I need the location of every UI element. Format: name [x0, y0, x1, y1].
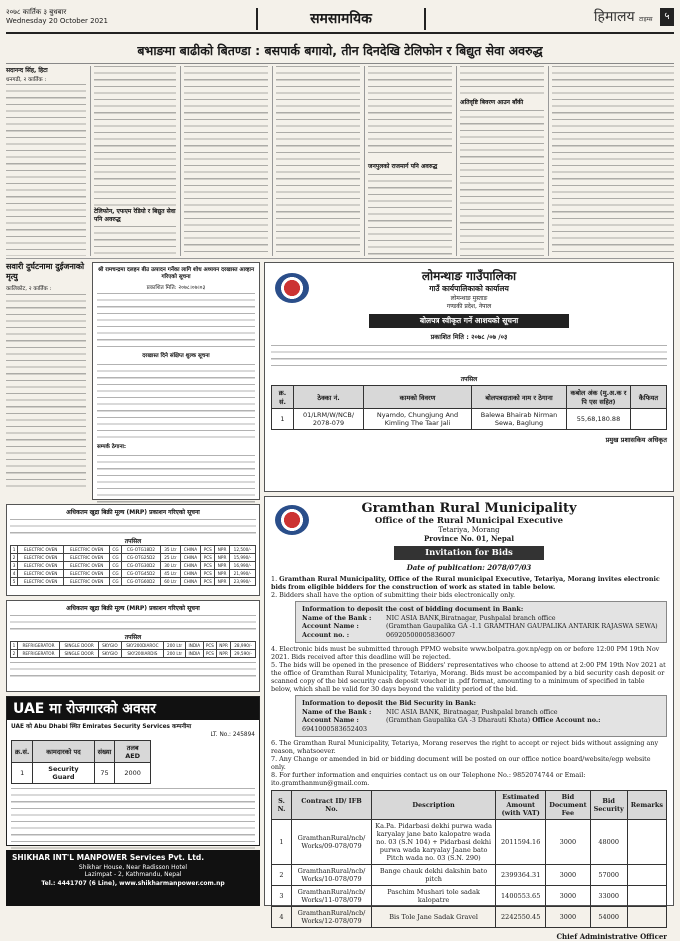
table-cell [627, 886, 666, 907]
lm-col-bidder: बोलपत्रदाताको नाम र ठेगाना [472, 386, 567, 409]
table-cell: NPR [217, 642, 231, 650]
mrp-title: अधिकतम खुद्रा बिक्री मूल्य (MRP) प्रकाशन गरिएको सूचना [66, 509, 200, 516]
table-cell: ELECTRIC OVEN [64, 562, 110, 570]
lomanthang-office: गाउँ कार्यपालिकाको कार्यालय [429, 284, 509, 293]
lm-col-contract: ठेक्का नं. [294, 386, 364, 409]
mrp-table [10, 545, 256, 586]
table-cell: 1 [272, 820, 292, 865]
table-cell: 35 Ltr [161, 546, 180, 554]
uae-col-post: कामदारको पद [33, 741, 94, 763]
uae-col-salary: तलब AED [115, 741, 151, 763]
table-cell: CHINA [180, 570, 201, 578]
gramthan-title: Gramthan Rural Municipality [361, 501, 577, 516]
section-title: समसामयिक [256, 8, 426, 30]
table-cell: CG-OTG45D2 [121, 570, 160, 578]
table-cell: 21,990/- [229, 570, 255, 578]
story-byline-box [6, 66, 86, 83]
para-8: 8. For further information and enquiries contact us on our Telephone No.: 9852074744 or Email: ito.gramthanmun@gmail.com. [271, 771, 586, 787]
table-cell: NPR [217, 650, 231, 658]
para-7: 7. Any Change or amended in bid or bidding document will be posted on our office notice board/website/egp website only. [271, 755, 651, 771]
main-headline: बभाङमा बाढीको बितण्डा : बसपार्क बगायो, तीन दिनदेखि टेलिफोन र बिद्युत सेवा अवरुद्ध [6, 38, 674, 64]
notice-center [92, 262, 260, 500]
story-column-7 [552, 66, 674, 256]
notice-body-2 [97, 364, 255, 440]
brand-suffix: टाइम्स [639, 16, 653, 23]
mrp-caption: तपसिल [124, 634, 142, 641]
table-row [272, 865, 667, 886]
shikhar-contact: Tel.: 4441707 (6 Line), www.shikharmanpower.com.np [41, 880, 225, 887]
table-cell: NPR [215, 562, 230, 570]
gt-col-amount: Estimated Amount (with VAT) [496, 791, 546, 820]
gramthan-province: Province No. 01, Nepal [424, 534, 514, 543]
gramthan-signature: Chief Administrative Officer [556, 932, 667, 941]
table-cell: PCS [201, 570, 215, 578]
accident-story [6, 262, 86, 500]
uae-col-sn: क्र.सं. [12, 741, 33, 763]
story-subhead-highway: जनपुलको राजमार्ग पनि अवरुद्ध [368, 163, 438, 170]
section-divider [6, 258, 674, 259]
gt-col-description: Description [372, 791, 496, 820]
uae-banner [7, 697, 259, 720]
table-cell: 2011594.16 [496, 820, 546, 865]
table-cell: SKYGIO [99, 650, 121, 658]
notice-body [97, 293, 255, 349]
table-cell: GramthanRural/ncb/ Works/11-078/079 [292, 886, 372, 907]
lm-cell-remarks [631, 409, 667, 430]
table-cell: 2242550.45 [496, 907, 546, 928]
table-row [11, 562, 256, 570]
column-divider [456, 66, 457, 256]
lm-col-remarks: कैफियत [631, 386, 667, 409]
column-divider [364, 66, 365, 256]
table-cell: GramthanRural/ncb/ Works/12-078/079 [292, 907, 372, 928]
table-cell: CG [110, 546, 122, 554]
uae-body [11, 788, 255, 850]
table-cell: ELECTRIC OVEN [64, 570, 110, 578]
table-cell: Ka.Pa. Pidarbasi dekhi purwa wada karyalay jane bato kalopatre wada no. 03 (S.N 104) + Pidarbasi dekhi purwa wada karyalay Jaane bato Pitch wada no. 03 (S.N. 290) [372, 820, 496, 865]
table-cell: PCS [203, 650, 216, 658]
gt-col-security: Bid Security [590, 791, 627, 820]
lm-col-sn: क्र. सं. [272, 386, 294, 409]
table-cell: CG-OTG25D2 [121, 554, 160, 562]
page-number: ५ [660, 8, 674, 26]
table-cell: 25 Ltr [161, 554, 180, 562]
gt-col-sn: S. N. [272, 791, 292, 820]
table-cell: 3 [11, 562, 18, 570]
gt-col-contract: Contract ID/ IFB No. [292, 791, 372, 820]
table-cell: 45 Ltr [161, 570, 180, 578]
table-cell: NPR [215, 546, 230, 554]
lm-col-amount: कबोल अंक (मु.अ.क र पि एस सहित) [567, 386, 631, 409]
table-cell: 33000 [590, 886, 627, 907]
gt-col-remarks: Remarks [627, 791, 666, 820]
table-cell: 4 [272, 907, 292, 928]
table-cell: CHINA [180, 554, 201, 562]
table-cell: 3000 [546, 886, 590, 907]
table-row [11, 578, 256, 586]
story-column-1 [6, 84, 86, 256]
invitation-band: Invitation for Bids [394, 546, 544, 560]
table-cell: INDIA [185, 642, 203, 650]
table-cell: GramthanRural/ncb/ Works/10-078/079 [292, 865, 372, 886]
uae-salary: 2000 [115, 763, 151, 784]
table-cell: Bis Tole Jane Sadak Gravel [372, 907, 496, 928]
table-row [11, 650, 256, 658]
notice-subheading: दरखास्त दिने संक्षिप्त शुल्क सूचना [142, 353, 210, 359]
table-cell: 48000 [590, 820, 627, 865]
table-cell: ELECTRIC OVEN [18, 570, 64, 578]
uae-line: UAE को Abu Dhabi स्थित Emirates Security Services कम्पनीमा [11, 724, 192, 730]
mrp-notice-oven [6, 504, 260, 596]
date-english: Wednesday 20 October 2021 [6, 17, 108, 25]
byline: सदानन्द सिंह, हिटा [6, 67, 48, 74]
table-cell [627, 820, 666, 865]
table-cell: NPR [215, 578, 230, 586]
lomanthang-caption: तपसिल [460, 376, 478, 383]
table-cell: 2 [11, 650, 18, 658]
table-cell: 12,500/- [229, 546, 255, 554]
table-cell: 57000 [590, 865, 627, 886]
story-column-6 [460, 66, 544, 94]
table-cell: CHINA [180, 546, 201, 554]
table-cell: PCS [203, 642, 216, 650]
gramthan-bid-table [271, 790, 667, 928]
table-cell: SINGLE DOOR [60, 642, 99, 650]
table-cell: 1 [11, 546, 18, 554]
bank-box-1: Information to deposit the cost of bidding document in Bank: Name of the Bank : NIC ASIA BANK,Biratnagar, Pushpalal branch office Account Name : (Gramthan Gaupalika GA -1.1 GRAMTHAN GAUPALIKA ANTARIK RAJASWA SEWA) Account no. : 06920500005836007 [295, 601, 667, 643]
table-cell: 60 Ltr [161, 578, 180, 586]
accident-body [6, 294, 86, 490]
mrp-table [10, 641, 256, 658]
mrp-notice-fridge [6, 600, 260, 692]
table-cell: CG-OTG18D2 [121, 546, 160, 554]
table-cell: 2399364.31 [496, 865, 546, 886]
story-column-4 [276, 66, 360, 256]
table-cell: CG [110, 570, 122, 578]
uae-job-ad [6, 696, 260, 846]
lomanthang-table [271, 385, 667, 430]
table-cell: CG-OTG60D2 [121, 578, 160, 586]
lomanthang-date: प्रकाशित मिति : २०७८ /०७ /०३ [430, 333, 508, 341]
lm-col-work: कामको विवरण [364, 386, 472, 409]
table-cell: REFRIGERATOR [17, 650, 59, 658]
table-cell: SKYGIO [99, 642, 121, 650]
notice-contact [97, 455, 255, 503]
table-cell [627, 865, 666, 886]
uae-count: 75 [94, 763, 115, 784]
shikhar-name: SHIKHAR INT'L MANPOWER Services Pvt. Ltd. [12, 853, 205, 862]
table-cell: ELECTRIC OVEN [64, 554, 110, 562]
table-row [11, 570, 256, 578]
column-divider [90, 66, 91, 256]
table-cell: 200 Ltr [164, 642, 186, 650]
mrp-text [10, 615, 256, 631]
table-cell: 23,990/- [229, 578, 255, 586]
date-nepali: २०७८ कार्तिक ३ बुधबार [6, 8, 67, 16]
table-cell: 1 [11, 642, 18, 650]
table-cell: 30 Ltr [161, 562, 180, 570]
table-cell: 3000 [546, 907, 590, 928]
story-column-5b [368, 174, 452, 256]
notice-heading: श्री रामचन्द्रमा दलहन बीउ उत्पादन गर्नेका लागि शोध अध्ययन दरखास्त आव्हान गरिएको सूचना [97, 267, 254, 280]
accident-headline: सवारी दुर्घटनामा दुईजनाको मृत्यु [6, 262, 85, 281]
para-2: 2. Bidders shall have the option of submitting their bids electronically only. [271, 591, 516, 599]
gramthan-office: Office of the Rural Municipal Executive [374, 516, 564, 526]
table-cell: GramthanRural/ncb/ Works/09-078/079 [292, 820, 372, 865]
lm-cell-sn: 1 [272, 409, 294, 430]
table-cell: CHINA [180, 578, 201, 586]
table-cell: NPR [215, 554, 230, 562]
story-column-5 [368, 66, 452, 158]
gramthan-address: Tetariya, Morang [438, 526, 500, 534]
mrp-title: अधिकतम खुद्रा बिक्री मूल्य (MRP) प्रकाशन गरिएको सूचना [66, 605, 200, 612]
story-subhead-details: अतिवृष्टि बिवरण आउन बाँकी [460, 99, 524, 106]
shikhar-ad [6, 850, 260, 906]
lomanthang-title: लोमन्थाङ गाउँपालिका [421, 269, 517, 283]
uae-job: Security Guard [33, 763, 94, 784]
gramthan-notice [264, 496, 674, 941]
table-cell: 4 [11, 570, 18, 578]
uae-col-count: संख्या [94, 741, 115, 763]
gt-col-fee: Bid Document Fee [546, 791, 590, 820]
story-column-3 [184, 66, 268, 256]
lomanthang-signature: प्रमुख प्रशासकिय अधिकृत [605, 436, 667, 444]
column-divider [548, 66, 549, 256]
uae-banner-text: UAE मा रोजगारको अवसर [13, 701, 156, 717]
table-cell: NPR [215, 570, 230, 578]
lm-cell-work: Nyamdo, Chungjung And Kimling The Taar Jali [364, 409, 472, 430]
table-cell: 3000 [546, 865, 590, 886]
gramthan-date: Date of publication: 2078/07/03 [406, 563, 532, 572]
uae-row-sn: 1 [12, 763, 33, 784]
story-column-2b [94, 226, 176, 256]
table-cell: 1400553.65 [496, 886, 546, 907]
mrp-text [10, 519, 256, 535]
shikhar-address-1: Shikhar House, Near Radisson Hotel [78, 864, 188, 871]
table-cell: CG [110, 578, 122, 586]
table-cell: ELECTRIC OVEN [18, 546, 64, 554]
table-cell: 28,990/- [231, 642, 256, 650]
brand-logo [594, 7, 674, 26]
mrp-caption: तपसिल [124, 538, 142, 545]
table-cell: 3 [272, 886, 292, 907]
story-column-2 [94, 66, 176, 206]
table-row [272, 820, 667, 865]
lomanthang-band: बोलपत्र स्वीकृत गर्ने आशयको सूचना [369, 314, 569, 328]
table-cell: Paschim Mushari tole sadak kalopatre [372, 886, 496, 907]
table-cell: ELECTRIC OVEN [18, 578, 64, 586]
shikhar-address-2: Lazimpat - 2, Kathmandu, Nepal [84, 871, 182, 878]
nepal-emblem-icon [275, 273, 309, 303]
column-divider [180, 66, 181, 256]
table-cell: 29,590/- [231, 650, 256, 658]
table-cell: 2 [272, 865, 292, 886]
table-cell: 200 Ltr [164, 650, 186, 658]
lm-cell-contract: 01/LRM/W/NCB/ 2078-079 [294, 409, 364, 430]
table-cell: PCS [201, 562, 215, 570]
table-cell: PCS [201, 546, 215, 554]
dateline: धनगढी, २ कार्तिक : [6, 77, 47, 83]
table-cell: PCS [201, 578, 215, 586]
table-row [11, 546, 256, 554]
notice-contact-head: सम्पर्क ठेगाना: [97, 444, 127, 450]
table-cell: ELECTRIC OVEN [18, 562, 64, 570]
table-cell: 5 [11, 578, 18, 586]
table-cell: 16,990/- [229, 562, 255, 570]
lomanthang-location: लोमन्थाङ मुस्ताङ [450, 295, 488, 302]
table-cell: ELECTRIC OVEN [64, 578, 110, 586]
table-cell: ELECTRIC OVEN [64, 546, 110, 554]
table-cell: PCS [201, 554, 215, 562]
table-cell: CG [110, 554, 122, 562]
mrp-footer [10, 662, 256, 680]
table-cell: CG-OTG30D2 [121, 562, 160, 570]
story-block [6, 66, 674, 256]
table-cell: SINGLE DOOR [60, 650, 99, 658]
accident-dateline: कालिकोट, २ कार्तिक : [6, 286, 52, 292]
brand-name: हिमालय [593, 9, 635, 25]
table-cell: 15,990/- [229, 554, 255, 562]
table-cell: 3000 [546, 820, 590, 865]
table-cell: SKY200IARDIS [121, 650, 164, 658]
table-cell: Bange chauk dekhi dakshin bato pitch [372, 865, 496, 886]
column-divider [272, 66, 273, 256]
table-row [272, 886, 667, 907]
table-cell: 2 [11, 554, 18, 562]
uae-job-table [11, 740, 151, 784]
table-cell: SKY200DIAROC [121, 642, 164, 650]
para-1: 1. Gramthan Rural Municipality, Office of the Rural municipal Executive, Tetariya, Morang invites electronic bids from eligible bidders for the construction of work as stated in table below. [271, 575, 660, 591]
table-row [11, 642, 256, 650]
notice-date: प्रकाशित मिति: २०७८।०७।०३ [146, 285, 206, 291]
table-cell: CHINA [180, 562, 201, 570]
story-column-6b [460, 110, 544, 256]
lm-cell-bidder: Balewa Bhairab Nirman Sewa, Baglung [472, 409, 567, 430]
story-subhead-telephone: टेलिफोन, एफएम रेडियो र बिद्युत सेवा पनि अवरुद्ध [94, 208, 176, 223]
masthead-date [6, 8, 108, 26]
table-cell: CG [110, 562, 122, 570]
lomanthang-body [271, 345, 667, 371]
table-cell: REFRIGERATOR [17, 642, 59, 650]
para-5: 5. The bids will be opened in the presence of Bidders' representatives who choose to attend at 2:00 PM 19th Nov 2021 at the office of Gramthan Rural Municipality, Tetariya, Morang. Bids must be accompanied by a bid security cash deposit or scanned copy of the bid security cash deposit voucher in .pdf format, amounting to a minimum of specified in table below, which shall be valid for 30 days beyond the validity period of the bid. [271, 661, 666, 693]
table-row [11, 554, 256, 562]
bank-box-2: Information to deposit the Bid Security in Bank: Name of the Bank : NIC ASIA BANK, Biratnagar, Pushpalal branch office Account Name : (Gramthan Gaupalika GA -3 Dharauti Khata) Office Account no.: 6941000583652403 [295, 695, 667, 737]
para-4: 4. Electronic bids must be submitted through PPMO website www.bolpatra.gov.np/egp on or before 12:00 PM 19th Nov 2021. Bids received after this deadline will be rejected. [271, 645, 660, 661]
lomanthang-notice [264, 262, 674, 492]
table-cell: 54000 [590, 907, 627, 928]
table-cell: ELECTRIC OVEN [18, 554, 64, 562]
nepal-emblem-icon [275, 505, 309, 535]
lm-cell-amount: 55,68,180.88 [567, 409, 631, 430]
table-cell: INDIA [185, 650, 203, 658]
masthead [6, 6, 674, 34]
lomanthang-province: गण्डकी प्रदेश, नेपाल [446, 303, 492, 310]
para-6: 6. The Gramthan Rural Municipality, Tetariya, Morang reserves the right to accept or reject bids without assigning any reason, whatsoever. [271, 739, 659, 755]
uae-lt-number: LT. No.: 245894 [210, 732, 255, 738]
